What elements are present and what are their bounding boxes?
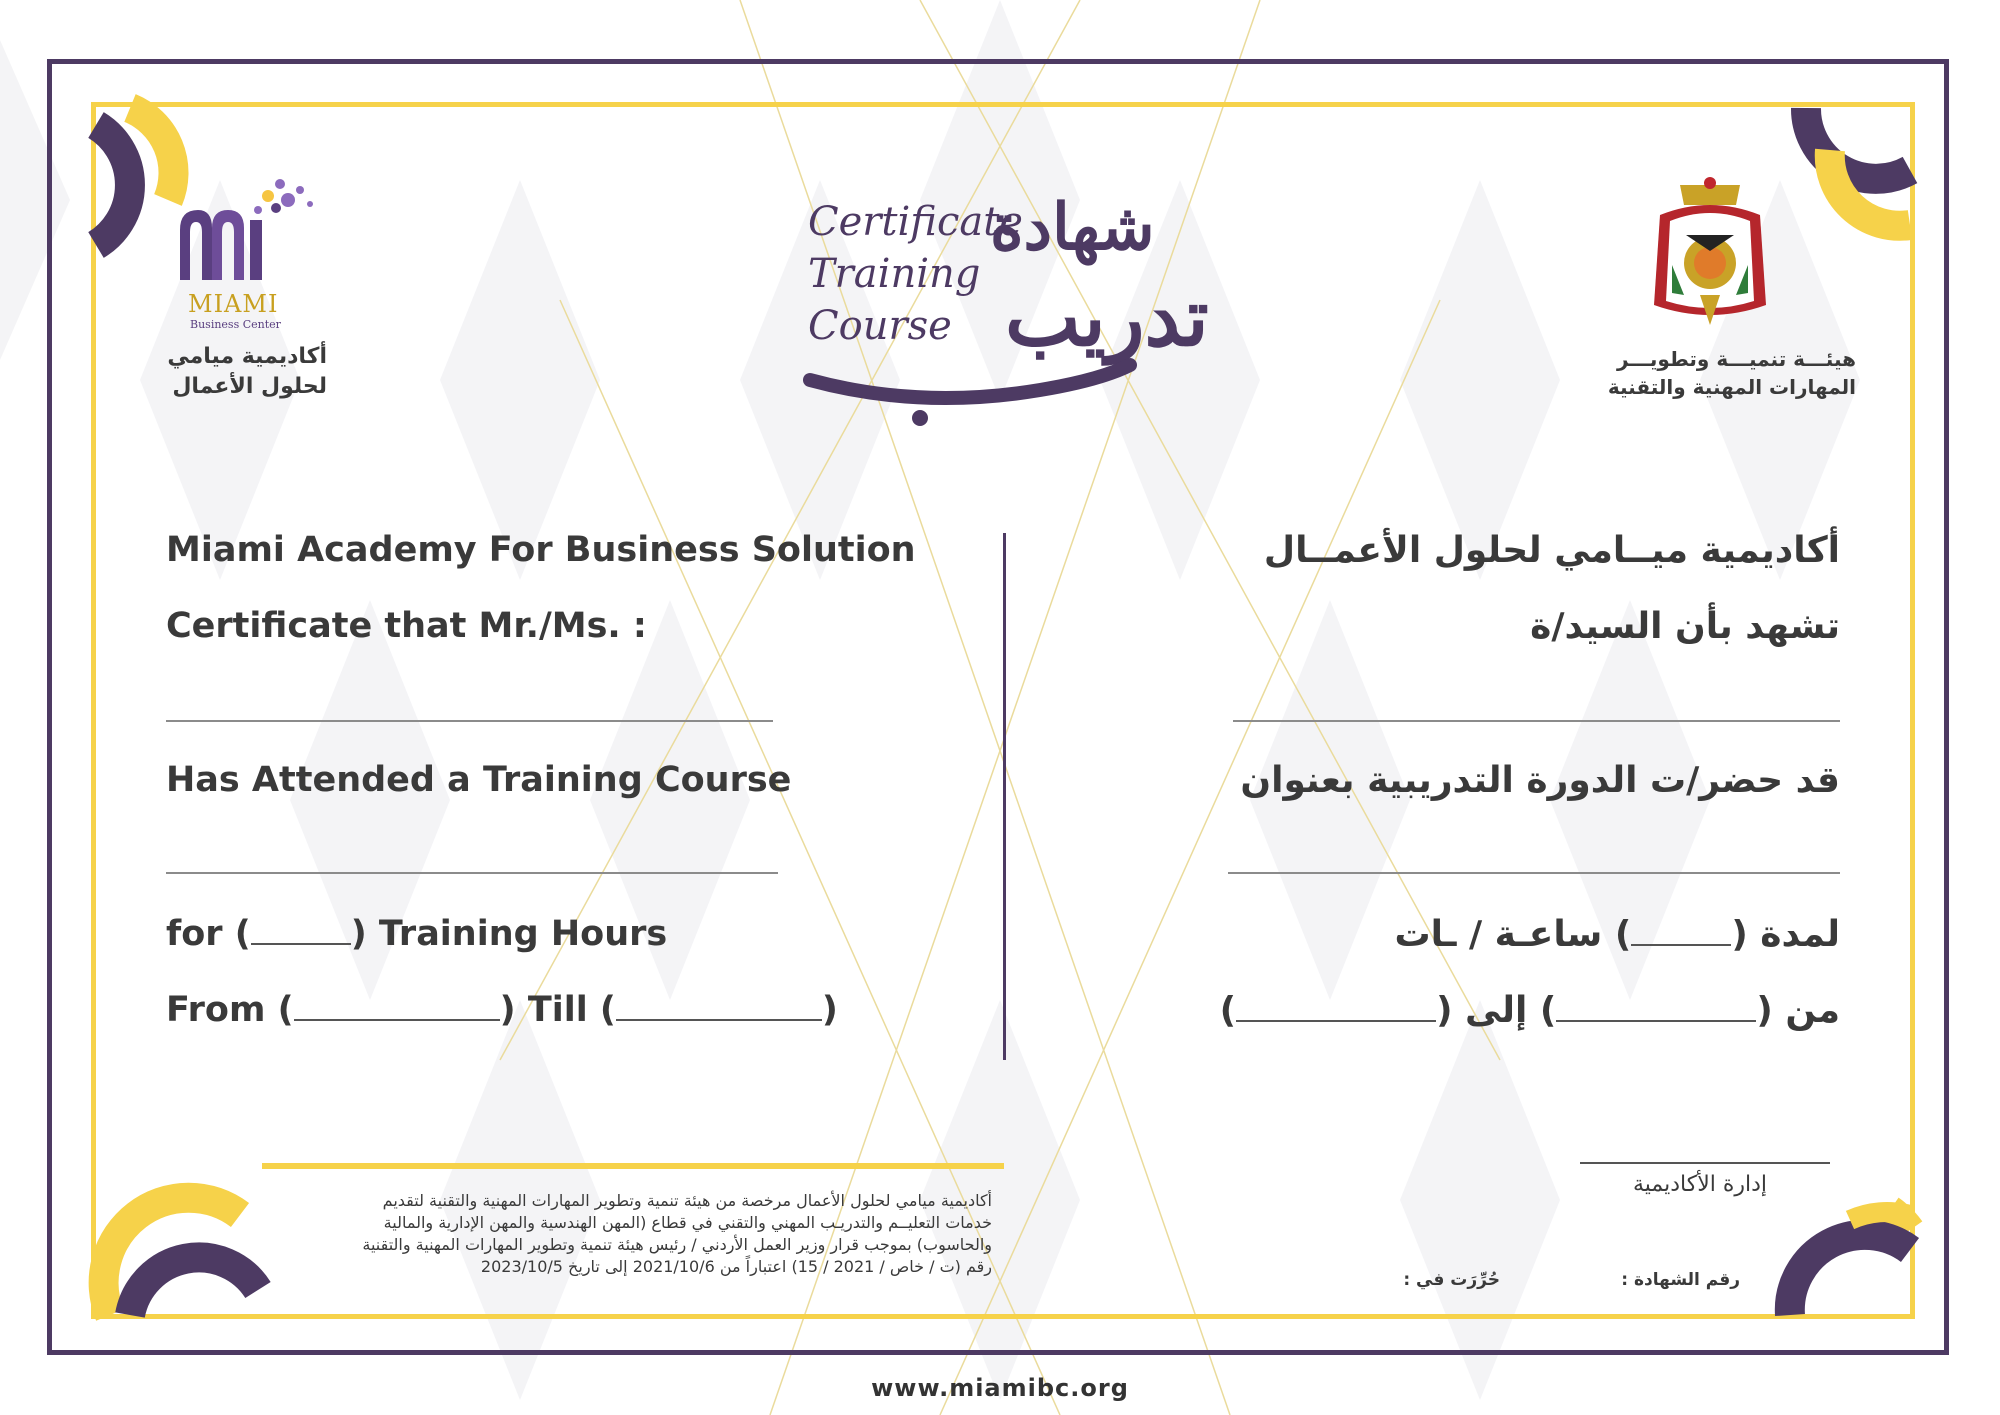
footer-rule — [262, 1163, 1004, 1169]
en-till-field[interactable] — [616, 993, 822, 1021]
management-label: إدارة الأكاديمية — [1632, 1172, 1768, 1197]
en-close-paren: ) — [821, 990, 838, 1030]
title-swash — [800, 190, 1220, 430]
ar-course-field[interactable] — [1228, 872, 1840, 874]
license-statement — [262, 1190, 992, 1278]
signature-line[interactable] — [1580, 1162, 1830, 1164]
ar-dates-line — [1220, 990, 1840, 1031]
ar-from-label: من ( — [1756, 990, 1840, 1031]
tvsdc-name-ar — [1608, 345, 1856, 401]
miami-brand: MIAMI — [188, 290, 279, 318]
license-line2: خدمات التعليــم والتدريـب المهني والتقني في قطاع (المهن الهندسية والمهن الإدارية والمالية — [383, 1213, 992, 1232]
en-till-label: ) Till ( — [499, 990, 616, 1030]
issued-on-label: حُرِّرَت في : — [1403, 1270, 1500, 1290]
license-line4: رقم (ت / خاص / 2021 / 15) اعتباراً من 2021/10/6 إلى تاريخ 2023/10/5 — [480, 1257, 992, 1276]
miami-name-ar-line2: لحلول الأعمال — [172, 374, 327, 399]
title-en-line3: Course — [808, 303, 952, 349]
title-ar-line1: شهادة — [990, 190, 1155, 265]
en-course-field[interactable] — [166, 872, 778, 874]
ar-from-field[interactable] — [1556, 994, 1756, 1022]
license-line3: والحاسوب) بموجب قرار وزير العمل الأردني / رئيس هيئة تنمية وتطوير المهارات المهنية والتقنية — [362, 1235, 992, 1254]
title-en-line2: Training — [808, 251, 981, 297]
en-hours-suffix: ) Training Hours — [350, 914, 668, 954]
en-from-field[interactable] — [294, 993, 500, 1021]
miami-name-ar — [167, 342, 327, 402]
miami-brand-sub: Business Center — [190, 318, 281, 331]
ar-attended-line: قد حضر/ت الدورة التدريبية بعنوان — [1240, 760, 1840, 801]
tvsdc-logo — [1560, 175, 1860, 415]
en-dates-line — [166, 990, 838, 1030]
tvsdc-name-ar-line1: هيئـــة تنميـــة وتطويـــر — [1616, 347, 1856, 371]
title-ar-line2: تدريب — [1005, 270, 1209, 364]
en-from-label: From ( — [166, 990, 294, 1030]
website-link[interactable]: www.miamibc.org — [871, 1374, 1129, 1402]
certificate-number-label: رقم الشهادة : — [1621, 1270, 1740, 1290]
miami-logo-icon — [150, 170, 350, 300]
en-hours-line — [166, 914, 667, 954]
ar-till-label: ) إلى ( — [1436, 990, 1557, 1031]
en-attended-line: Has Attended a Training Course — [166, 760, 792, 800]
certificate-title — [800, 190, 1220, 430]
en-hours-prefix: for ( — [166, 914, 251, 954]
en-name-field[interactable] — [166, 720, 773, 722]
ar-certificate-line: تشهد بأن السيد/ة — [1530, 606, 1840, 647]
miami-name-ar-line1: أكاديمية ميامي — [167, 344, 327, 369]
en-certificate-line: Certificate that Mr./Ms. : — [166, 606, 647, 646]
ar-till-field[interactable] — [1236, 994, 1436, 1022]
miami-logo — [150, 170, 350, 410]
column-divider — [1003, 533, 1006, 1060]
en-hours-field[interactable] — [251, 917, 351, 945]
tvsdc-name-ar-line2: المهارات المهنية والتقنية — [1607, 375, 1856, 399]
ar-hours-field[interactable] — [1631, 918, 1731, 946]
en-academy-line: Miami Academy For Business Solution — [166, 530, 916, 570]
ar-hours-line — [1394, 914, 1840, 955]
license-line1: أكاديمية ميامي لحلول الأعمال مرخصة من هيئة تنمية وتطوير المهارات المهنية والتقنية لتقديم — [382, 1191, 992, 1210]
ar-hours-prefix: لمدة ( — [1731, 914, 1840, 955]
title-en-line1: Certificate — [808, 199, 1023, 245]
ar-academy-line: أكاديمية ميــامي لحلول الأعمــال — [1263, 530, 1840, 571]
ar-close-paren: ) — [1219, 990, 1237, 1031]
jordan-coat-of-arms-icon — [1560, 175, 1860, 335]
ar-hours-suffix: ) ساعـة / ـات — [1394, 914, 1632, 955]
ar-name-field[interactable] — [1233, 720, 1840, 722]
